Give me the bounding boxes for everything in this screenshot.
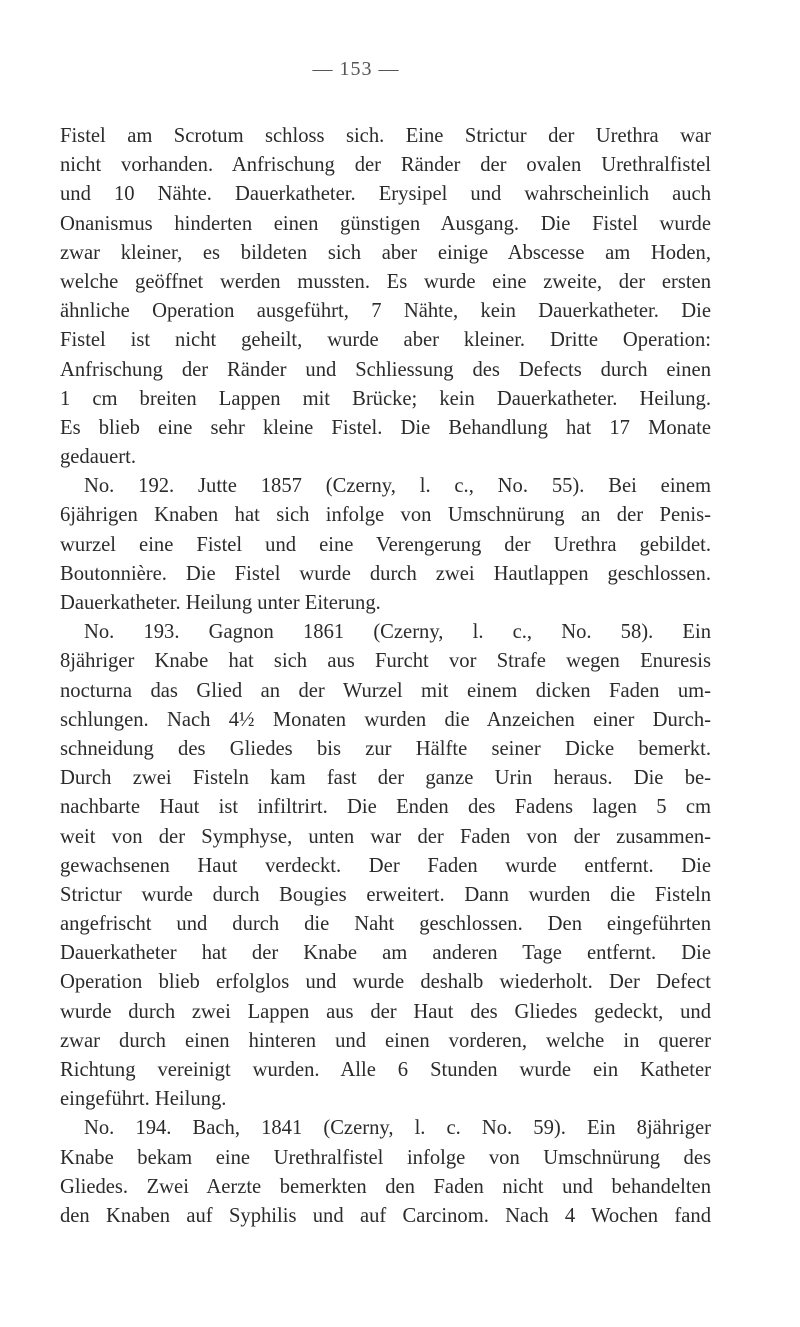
text-line: schlungen. Nach 4½ Monaten wurden die Anzeichen einer Durch-	[60, 708, 711, 731]
text-line: 1 cm breiten Lappen mit Brücke; kein Dauerkatheter. Heilung.	[60, 387, 711, 410]
text-line: Onanismus hinderten einen günstigen Ausgang. Die Fistel wurde	[60, 212, 711, 235]
text-line: 6jährigen Knaben hat sich infolge von Umschnürung an der Penis-	[60, 504, 711, 527]
text-line: wurde durch zwei Lappen aus der Haut des Gliedes gedeckt, und	[60, 1000, 711, 1023]
body-text	[60, 122, 711, 1231]
text-line: welche geöffnet werden mussten. Es wurde eine zweite, der ersten	[60, 270, 711, 293]
text-line: Fistel ist nicht geheilt, wurde aber kleiner. Dritte Operation:	[60, 329, 711, 352]
text-line: Anfrischung der Ränder und Schliessung des Defects durch einen	[60, 358, 711, 381]
text-line: Strictur wurde durch Bougies erweitert. Dann wurden die Fisteln	[60, 883, 711, 906]
case-194-heading-line: No. 194. Bach, 1841 (Czerny, l. c. No. 59). Ein 8jähriger	[84, 1117, 711, 1140]
text-line: Knabe bekam eine Urethralfistel infolge von Umschnürung des	[60, 1146, 711, 1169]
text-line: und 10 Nähte. Dauerkatheter. Erysipel und wahrscheinlich auch	[60, 183, 711, 206]
text-line: gedauert.	[60, 446, 137, 469]
text-line: weit von der Symphyse, unten war der Faden von der zusammen-	[60, 825, 711, 848]
text-line: den Knaben auf Syphilis und auf Carcinom. Nach 4 Wochen fand	[60, 1204, 711, 1227]
text-line: Gliedes. Zwei Aerzte bemerkten den Faden nicht und behandelten	[60, 1175, 711, 1198]
case-192-heading-line: No. 192. Jutte 1857 (Czerny, l. c., No. 55). Bei einem	[84, 475, 711, 498]
text-line: Boutonnière. Die Fistel wurde durch zwei Hautlappen geschlossen.	[60, 562, 711, 585]
text-line: gewachsenen Haut verdeckt. Der Faden wurde entfernt. Die	[60, 854, 711, 877]
text-line: schneidung des Gliedes bis zur Hälfte seiner Dicke bemerkt.	[60, 737, 711, 760]
text-line: Dauerkatheter. Heilung unter Eiterung.	[60, 592, 381, 614]
text-line: eingeführt. Heilung.	[60, 1088, 227, 1111]
text-line: nocturna das Glied an der Wurzel mit einem dicken Faden um-	[60, 679, 711, 702]
case-193-heading-line: No. 193. Gagnon 1861 (Czerny, l. c., No. 58). Ein	[84, 621, 711, 644]
text-line: Durch zwei Fisteln kam fast der ganze Urin heraus. Die be-	[60, 767, 711, 790]
text-line: 8jähriger Knabe hat sich aus Furcht vor Strafe wegen Enuresis	[60, 650, 711, 673]
text-line: wurzel eine Fistel und eine Verengerung der Urethra gebildet.	[60, 533, 711, 556]
text-line: Operation blieb erfolglos und wurde deshalb wiederholt. Der Defect	[60, 971, 711, 994]
text-line: Dauerkatheter hat der Knabe am anderen Tage entfernt. Die	[60, 942, 711, 965]
text-line: nachbarte Haut ist infiltrirt. Die Enden des Fadens lagen 5 cm	[60, 796, 711, 819]
page-number: — 153 —	[312, 58, 400, 80]
text-line: zwar durch einen hinteren und einen vorderen, welche in querer	[60, 1029, 711, 1052]
text-line: Fistel am Scrotum schloss sich. Eine Strictur der Urethra war	[60, 125, 711, 147]
text-line: Richtung vereinigt wurden. Alle 6 Stunden wurde ein Katheter	[60, 1059, 711, 1081]
text-line: Es blieb eine sehr kleine Fistel. Die Behandlung hat 17 Monate	[60, 416, 711, 439]
text-line: ähnliche Operation ausgeführt, 7 Nähte, kein Dauerkatheter. Die	[60, 300, 711, 323]
text-line: nicht vorhanden. Anfrischung der Ränder der ovalen Urethralfistel	[60, 154, 711, 177]
text-line: angefrischt und durch die Naht geschlossen. Den eingeführten	[60, 913, 711, 936]
text-line: zwar kleiner, es bildeten sich aber einige Abscesse am Hoden,	[60, 241, 711, 264]
